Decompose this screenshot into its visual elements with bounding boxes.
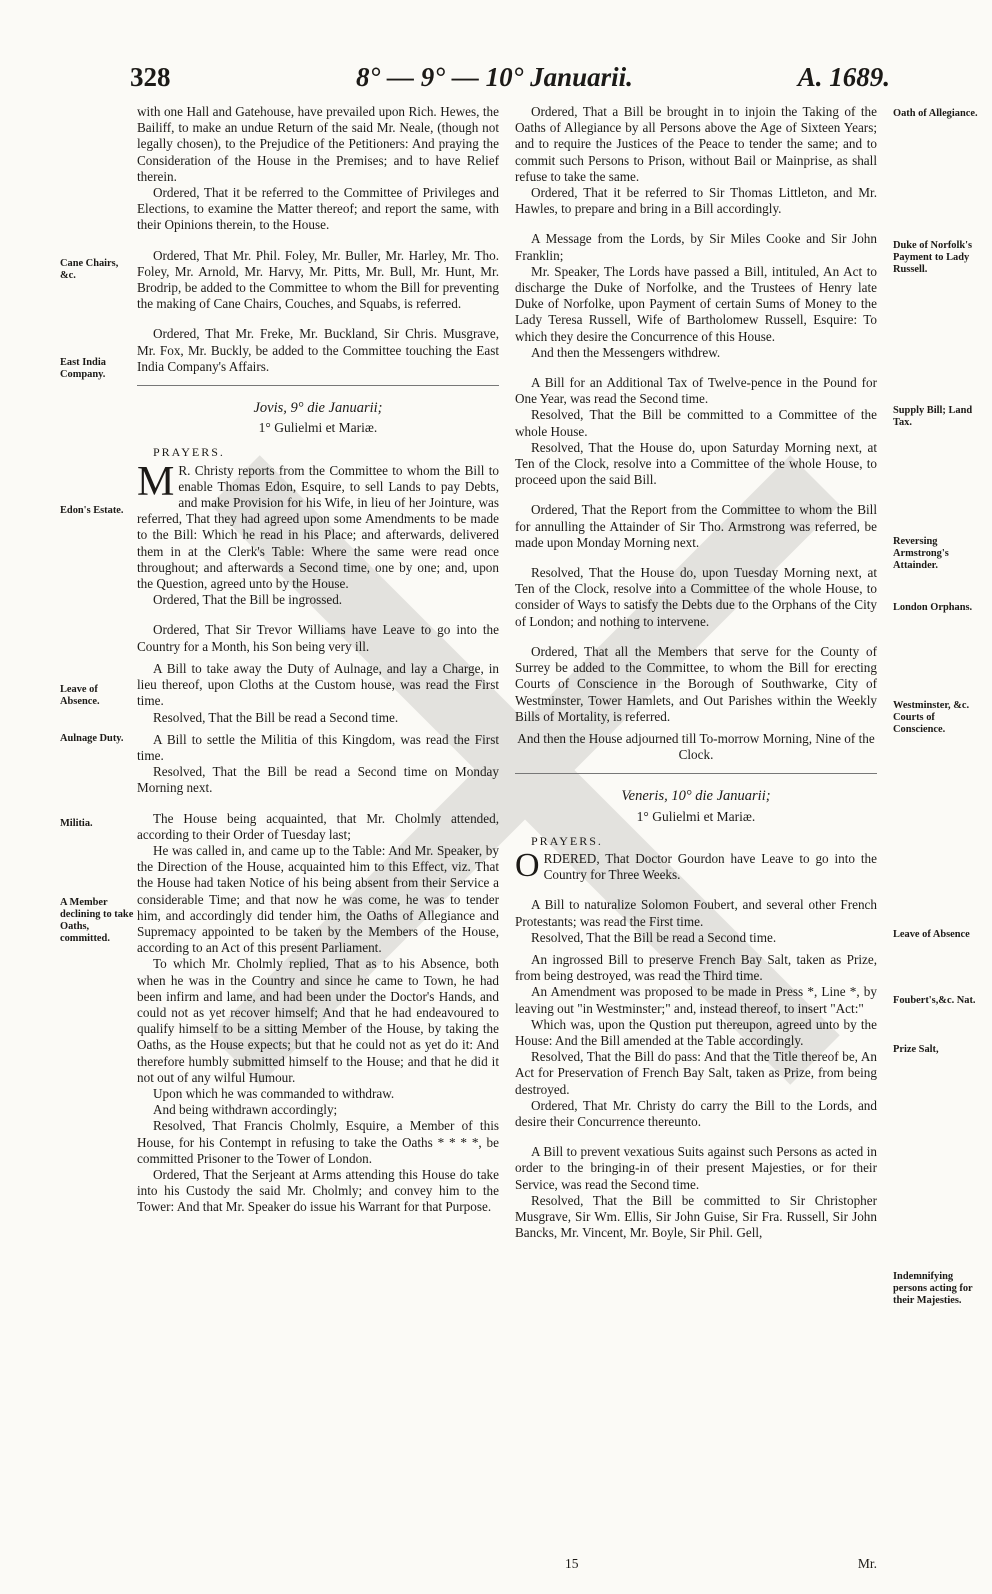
paragraph: And being withdrawn accordingly; — [153, 1102, 338, 1118]
paragraph: A Bill to settle the Militia of this Kingdom, was read the First time. — [137, 731, 499, 763]
paragraph: Resolved, That the Bill do pass: And that the Title thereof be, An Act for Preservation of French Bay Salt, taken as Prize, from being destroyed. — [515, 1049, 877, 1097]
paragraph: Ordered, That Mr. Freke, Mr. Buckland, Sir Chris. Musgrave, Mr. Fox, Mr. Buckly, be added to the Committee touching the East India Company's Affairs. — [137, 326, 499, 374]
page-year: A. 1689. — [797, 62, 890, 92]
margin-note: Foubert's,&c. Nat. — [893, 995, 976, 1006]
margin-note: Westminster, &c. Courts of Conscience. — [893, 700, 970, 735]
regnal-year: 1° Gulielmi et Mariæ. — [258, 420, 378, 436]
catchword: Mr. — [857, 1556, 877, 1571]
paragraph: An Amendment was proposed to be made in Press *, Line *, by leaving out "in Westminster;" and, instead thereof, to insert "Act:" — [515, 984, 877, 1016]
paragraph: Ordered, That all the Members that serve for the County of Surrey be added to the Committee, to whom the Bill for erecting Courts of Conscience in the Borough of Southwarke, City of Westminster, Tower Hamlets, and Out Parishes within the Weekly Bills of Mortality, is referred. — [515, 643, 877, 724]
paragraph: Ordered, That the Bill be ingrossed. — [153, 592, 343, 608]
margin-note: Militia. — [60, 818, 93, 829]
paragraph: Ordered, That the Serjeant at Arms attending this House do take into his Custody the said Mr. Cholmly; and convey him to the Tower: And that Mr. Speaker do issue his Warrant for that Purpose. — [137, 1166, 499, 1215]
paragraph: Ordered, That a Bill be brought in to injoin the Taking of the Oaths of Allegiance by all Persons above the Age of Sixteen Years; and to require the Justices of the Peace to tender the same; and to commit such Persons to Prison, without Bail or Mainprise, as shall refuse to take the same. — [515, 104, 877, 184]
regnal-year: 1° Gulielmi et Mariæ. — [636, 808, 756, 824]
prayers-heading: PRAYERS. — [153, 445, 225, 460]
paragraph: Ordered, That Sir Trevor Williams have Leave to go into the Country for a Month, his Son being very ill. — [137, 622, 499, 654]
paragraph: Upon which he was commanded to withdraw. — [153, 1085, 395, 1101]
divider — [515, 773, 877, 774]
paragraph: Resolved, That the Bill be read a Second time. — [531, 929, 777, 945]
margin-note: Prize Salt, — [893, 1044, 939, 1055]
paragraph: Resolved, That the House do, upon Saturday Morning next, at Ten of the Clock, resolve into a Committee of the whole House, to proceed upon the said Bill. — [515, 439, 877, 488]
paragraph: Resolved, That the Bill be read a Second time on Monday Morning next. — [137, 764, 499, 796]
paragraph: Resolved, That the Bill be committed to a Committee of the whole House. — [515, 407, 877, 439]
paragraph: To which Mr. Cholmly replied, That as to his Absence, both when he was in the Country and since he came to Town, he had been infirm and lame, and had been under the Doctor's Hands, and could not as yet recover himself; And that he had endeavoured to qualify himself to be a sitting Member of the House, by taking the Oaths, as the House expects; but that he could not as yet do it: And therefore humbly submitted himself to the House; and that he did it not out of any wilful Humour. — [137, 956, 499, 1085]
running-title: 8° — 9° — 10° Januarii. — [356, 62, 633, 92]
paragraph: And then the Messengers withdrew. — [531, 344, 721, 360]
paragraph: RDERED, That Doctor Gourdon have Leave to go into the Country for Three Weeks. — [543, 850, 877, 883]
paragraph: Resolved, That the Bill be committed to Sir Christopher Musgrave, Sir Wm. Ellis, Sir John Guise, Sir Fra. Russell, Sir John Bancks, Mr. Vincent, Mr. Boyle, Sir Phil. Gell, — [515, 1192, 877, 1241]
signature-mark: 15 — [565, 1556, 579, 1571]
margin-note: Edon's Estate. — [60, 505, 124, 516]
paragraph: Ordered, That it be referred to the Committee of Privileges and Elections, to examine the Matter thereof; and report the same, with their Opinions therein, to the House. — [137, 185, 499, 233]
margin-note: A Member declining to take Oaths, committed. — [60, 897, 134, 944]
margin-note: Aulnage Duty. — [60, 733, 124, 744]
paragraph: R. Christy reports from the Committee to whom the Bill to enable Thomas Edon, Esquire, to sell Lands to pay Debts, and make Provision for his Wife, in lieu of her Jointure, was referred, That they had agreed upon some Amendments to be made to the Bill: Which he read in his Place; and afterwards, delivered them in at the Clerk's Table: Where the same were read once throughout; and afterwards a Second time, one by one; and, upon the Question, agreed unto by the House. — [137, 462, 499, 592]
paragraph: Resolved, That Francis Cholmly, Esquire, a Member of this House, for his Contempt in refusing to take the Oaths * * * *, be committed Prisoner to the Tower of London. — [137, 1118, 499, 1166]
paragraph: A Bill to prevent vexatious Suits against such Persons as acted in order to the bringing-in of their present Majesties, or for their Service, was read the Second time. — [515, 1144, 877, 1192]
margin-note: Supply Bill; Land Tax. — [893, 405, 973, 428]
margin-note: Cane Chairs, &c. — [60, 258, 119, 281]
day-heading: Veneris, 10° die Januarii; — [621, 788, 771, 805]
margin-note: Duke of Norfolk's Payment to Lady Russell. — [893, 240, 973, 275]
margin-note: East India Company. — [60, 357, 106, 380]
paragraph: An ingrossed Bill to preserve French Bay Salt, taken as Prize, from being destroyed, was read the Third time. — [515, 951, 877, 984]
margin-note: Leave of Absence — [893, 929, 970, 940]
page-number: 328 — [130, 62, 171, 92]
paragraph: A Bill for an Additional Tax of Twelve-pence in the Pound for One Year, was read the Second time. — [515, 375, 877, 407]
paragraph: Resolved, That the Bill be read a Second time. — [153, 709, 399, 725]
margin-note: London Orphans. — [893, 602, 973, 613]
prayers-heading: PRAYERS. — [531, 833, 603, 848]
margin-note: Leave of Absence. — [60, 684, 100, 707]
paragraph: Which was, upon the Qustion put thereupon, agreed unto by the House: And the Bill amended at the Table accordingly. — [515, 1016, 877, 1048]
paragraph: A Bill to naturalize Solomon Foubert, and several other French Protestants; was read the First time. — [515, 897, 877, 929]
paragraph: with one Hall and Gatehouse, have prevailed upon Rich. Hewes, the Bailiff, to make an undue Return of the said Mr. Neale, (though not legally chosen), to the Prejudice of the Petitioners: And praying the Consideration of the House in the Premises; and to have Relief therein. — [137, 104, 499, 184]
paragraph: Ordered, That it be referred to Sir Thomas Littleton, and Mr. Hawles, to prepare and bring in a Bill accordingly. — [515, 185, 877, 217]
paragraph: Mr. Speaker, The Lords have passed a Bill, intituled, An Act to discharge the Duke of Norfolke, and the Trustees of Henry late Duke of Norfolke, upon Payment of certain Sums of Money to the Lady Teresa Russell, Wife of Bartholomew Russell, Esquire: To which they desire the Concurrence of this House. — [515, 263, 877, 344]
margin-note: Oath of Allegiance. — [893, 108, 978, 119]
paragraph: A Message from the Lords, by Sir Miles Cooke and Sir John Franklin; — [515, 231, 877, 263]
paragraph: Ordered, That Mr. Phil. Foley, Mr. Buller, Mr. Harley, Mr. Tho. Foley, Mr. Arnold, Mr. Harvy, Mr. Pitts, Mr. Bull, Mr. Hunt, Mr. Brodrip, be added to the Committee to whom the Bill for preventing the making of Cane Chairs, Couches, and Squabs, is referred. — [137, 247, 499, 312]
margin-note: Indemnifying persons acting for their Majesties. — [893, 1271, 973, 1306]
left-column — [137, 104, 499, 1216]
day-heading: Jovis, 9° die Januarii; — [253, 400, 383, 417]
paragraph: Ordered, That the Report from the Committee to whom the Bill for annulling the Attainder of Sir Tho. Armstrong was referred, be made upon Monday Morning next. — [515, 502, 877, 550]
drop-cap: O — [515, 846, 540, 884]
paragraph: A Bill to take away the Duty of Aulnage, and lay a Charge, in lieu thereof, upon Cloths at the Custom house, was read the First time. — [137, 660, 499, 709]
adjournment: And then the House adjourned till To-morrow Morning, Nine of the Clock. — [517, 730, 875, 763]
paragraph: He was called in, and came up to the Table: And Mr. Speaker, by the Direction of the House, acquainted him to this Effect, viz. That the House had taken Notice of his being absent from their Service a considerable Time; and that now he was come, he was to tender him, and accordingly did tender him, the Oaths of Allegiance and Supremacy appointed to be taken by the Members of the House, according to an Act of this present Parliament. — [137, 842, 499, 956]
margin-note: Reversing Armstrong's Attainder. — [893, 536, 949, 571]
paragraph: Resolved, That the House do, upon Tuesday Morning next, at Ten of the Clock, resolve into a Committee of the whole House, to consider of Ways to satisfy the Debts due to the Orphans of the City of London; and nothing to intervene. — [515, 565, 877, 629]
right-column — [515, 104, 877, 1241]
paragraph: The House being acquainted, that Mr. Cholmly attended, according to their Order of Tuesday last; — [137, 810, 499, 842]
paragraph: Ordered, That Mr. Christy do carry the Bill to the Lords, and desire their Concurrence thereunto. — [515, 1097, 877, 1129]
drop-cap: M — [137, 458, 175, 505]
divider — [137, 385, 499, 386]
